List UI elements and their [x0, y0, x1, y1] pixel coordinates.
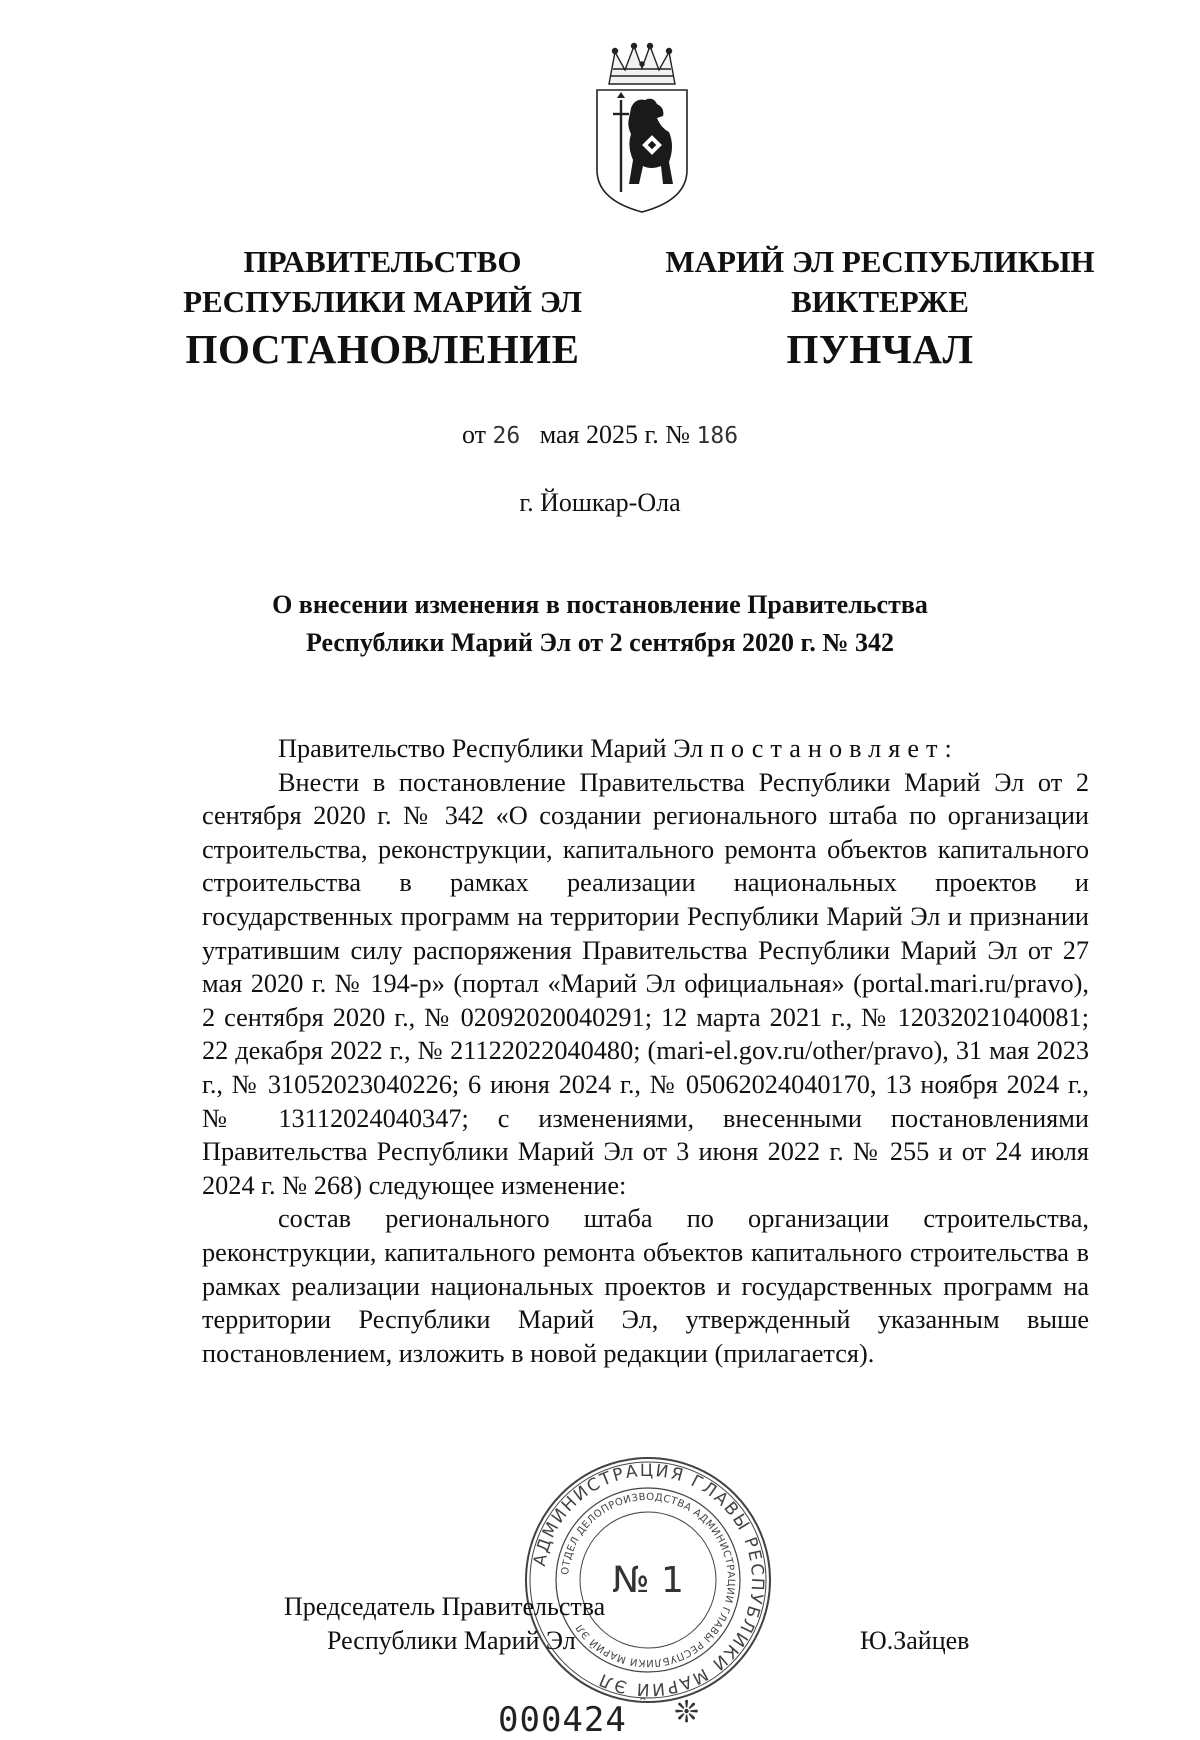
serial-number: 000424 — [498, 1700, 627, 1740]
body-intro — [202, 732, 1089, 766]
issuer-mari — [660, 242, 1100, 322]
intro-prefix: Правительство Республики Марий Эл — [278, 734, 704, 763]
issuer-russian-line1: ПРАВИТЕЛЬСТВО — [243, 244, 522, 279]
intro-resolves: постановляет: — [709, 734, 959, 763]
city: г. Йошкар-Ола — [519, 488, 681, 517]
date-month-year: мая 2025 г. № — [539, 420, 690, 449]
date-day: 26 — [492, 423, 521, 449]
subject-line1: О внесении изменения в постановление Правительства — [272, 590, 928, 619]
doc-type-mari: ПУНЧАЛ — [786, 326, 974, 372]
date-number-line — [0, 420, 1200, 450]
seal-inner-text: ОТДЕЛ ДЕЛОПРОИЗВОДСТВА АДМИНИСТРАЦИИ ГЛАВЫ РЕСПУБЛИКИ МАРИЙ ЭЛ — [560, 1491, 737, 1669]
document-body — [202, 732, 1089, 1370]
doc-type-russian: ПОСТАНОВЛЕНИЕ — [185, 326, 580, 372]
document-number: 186 — [696, 423, 739, 449]
seal-center-text: № 1 — [612, 1560, 684, 1601]
serial-mark: ❊ — [674, 1696, 700, 1729]
issuer-mari-line2: ВИКТЕРЖЕ — [791, 284, 969, 319]
issuer-russian-line2: РЕСПУБЛИКИ МАРИЙ ЭЛ — [183, 284, 582, 319]
subject-line2: Республики Марий Эл от 2 сентября 2020 г. № 342 — [305, 628, 895, 657]
body-paragraph-2: состав регионального штаба по организации строительства, реконструкции, капитального ремонта объектов капитального строительства в рамках реализации национальных проектов и государственных программ на территории Республики Марий Эл, утвержденный указанным выше постановлением, изложить в новой редакции (прилагается). — [202, 1204, 1089, 1368]
coat-of-arms-icon — [587, 42, 697, 214]
issuer-mari-line1: МАРИЙ ЭЛ РЕСПУБЛИКЫН — [665, 244, 1095, 279]
issuer-russian — [180, 242, 585, 322]
signatory-position-line2: Республики Марий Эл — [327, 1626, 576, 1655]
signatory-name: Ю.Зайцев — [860, 1626, 970, 1655]
signatory-position-line1: Председатель Правительства — [284, 1592, 606, 1621]
seal-outer-text: АДМИНИСТРАЦИЯ ГЛАВЫ РЕСПУБЛИКИ МАРИЙ ЭЛ — [529, 1460, 768, 1700]
signatory-position — [284, 1590, 605, 1658]
official-seal — [522, 1454, 774, 1706]
document-subject — [180, 586, 1020, 662]
body-paragraph-1: Внести в постановление Правительства Республики Марий Эл от 2 сентября 2020 г. № 342 «О создании регионального штаба по организации строительства, реконструкции, капитального ремонта объектов капитального строительства в рамках реализации национальных проектов и государственных программ на территории Республики Марий Эл и признании утратившим силу распоряжения Правительства Республики Марий Эл от 27 мая 2020 г. № 194-р» (портал «Марий Эл официальная» (portal.mari.ru/pravo), 2 сентября 2020 г., № 02092020040291; 12 марта 2021 г., № 12032021040081; 22 декабря 2022 г., № 21122022040480; (mari-el.gov.ru/other/pravo), 31 мая 2023 г., № 31052023040226; 6 июня 2024 г., № 05062024040170, 13 ноября 2024 г., № 13112024040347; с изменениями, внесенными постановлениями Правительства Республики Марий Эл от 3 июня 2022 г. № 255 и от 24 июля 2024 г. № 268) следующее изменение: — [202, 767, 1089, 1200]
date-prefix: от — [461, 420, 486, 449]
